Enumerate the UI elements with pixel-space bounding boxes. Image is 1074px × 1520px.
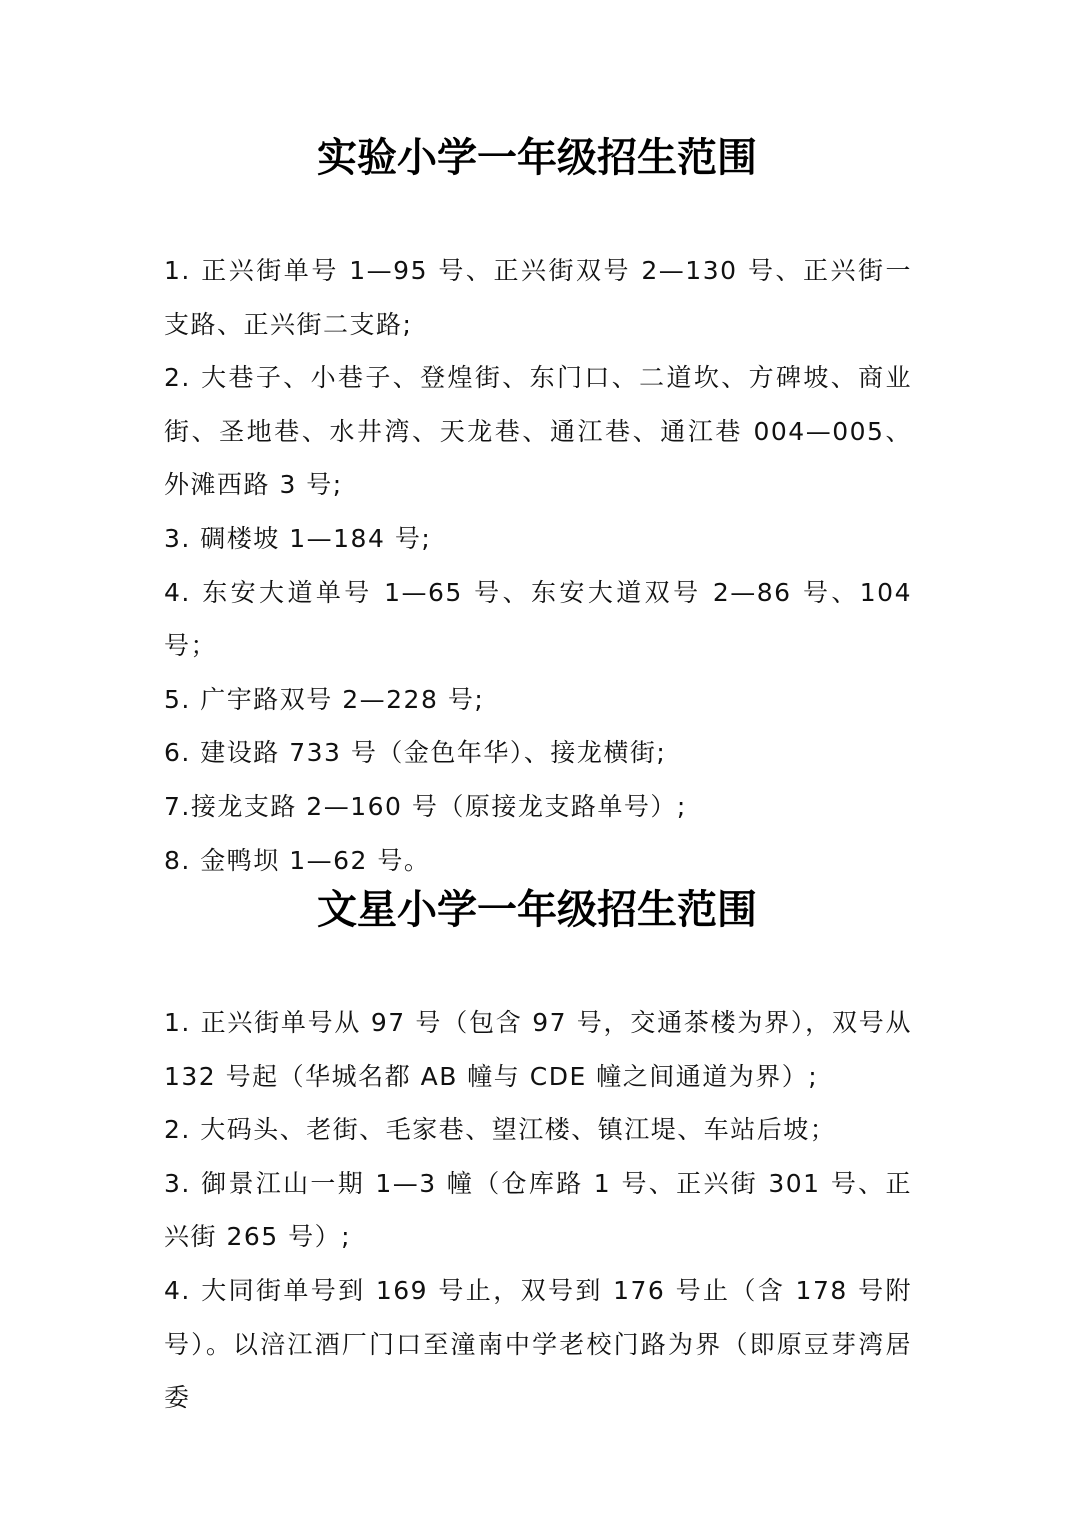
list-item: 3. 碉楼坡 1—184 号; (164, 523, 432, 553)
list-item: 5. 广宇路双号 2—228 号; (164, 684, 485, 714)
enrollment-list-shiyan (164, 244, 912, 887)
list-item: 3. 御景江山一期 1—3 幢（仓库路 1 号、正兴街 301 号、正兴街 265 号）; (164, 1168, 912, 1252)
list-item: 6. 建设路 733 号（金色年华）、接龙横街; (164, 738, 667, 768)
list-item: 4. 东安大道单号 1—65 号、东安大道双号 2—86 号、104 号； (164, 577, 912, 661)
list-item: 8. 金鸭坝 1—62 号。 (164, 845, 431, 875)
section-title-wenxing: 文星小学一年级招生范围 (317, 886, 757, 933)
list-item: 2. 大码头、老街、毛家巷、望江楼、镇江堤、车站后坡； (164, 1115, 837, 1145)
list-item: 2. 大巷子、小巷子、登煌街、东门口、二道坎、方碑坡、商业街、圣地巷、水井湾、天龙巷、通江巷、通江巷 004—005、外滩西路 3 号; (164, 363, 912, 500)
list-item: 1. 正兴街单号 1—95 号、正兴街双号 2—130 号、正兴街一支路、正兴街二支路; (164, 256, 912, 339)
list-item: 1. 正兴街单号从 97 号（包含 97 号，交通茶楼为界），双号从 132 号起（华城名都 AB 幢与 CDE 幢之间通道为界）; (164, 1008, 912, 1091)
list-item: 4. 大同街单号到 169 号止，双号到 176 号止（含 178 号附号）。以涪江酒厂门口至潼南中学老校门路为界（即原豆芽湾居委 (164, 1275, 912, 1413)
list-item: 7.接龙支路 2—160 号（原接龙支路单号）; (164, 791, 687, 821)
enrollment-list-wenxing (164, 996, 912, 1425)
section-title-shiyan: 实验小学一年级招生范围 (317, 134, 757, 181)
